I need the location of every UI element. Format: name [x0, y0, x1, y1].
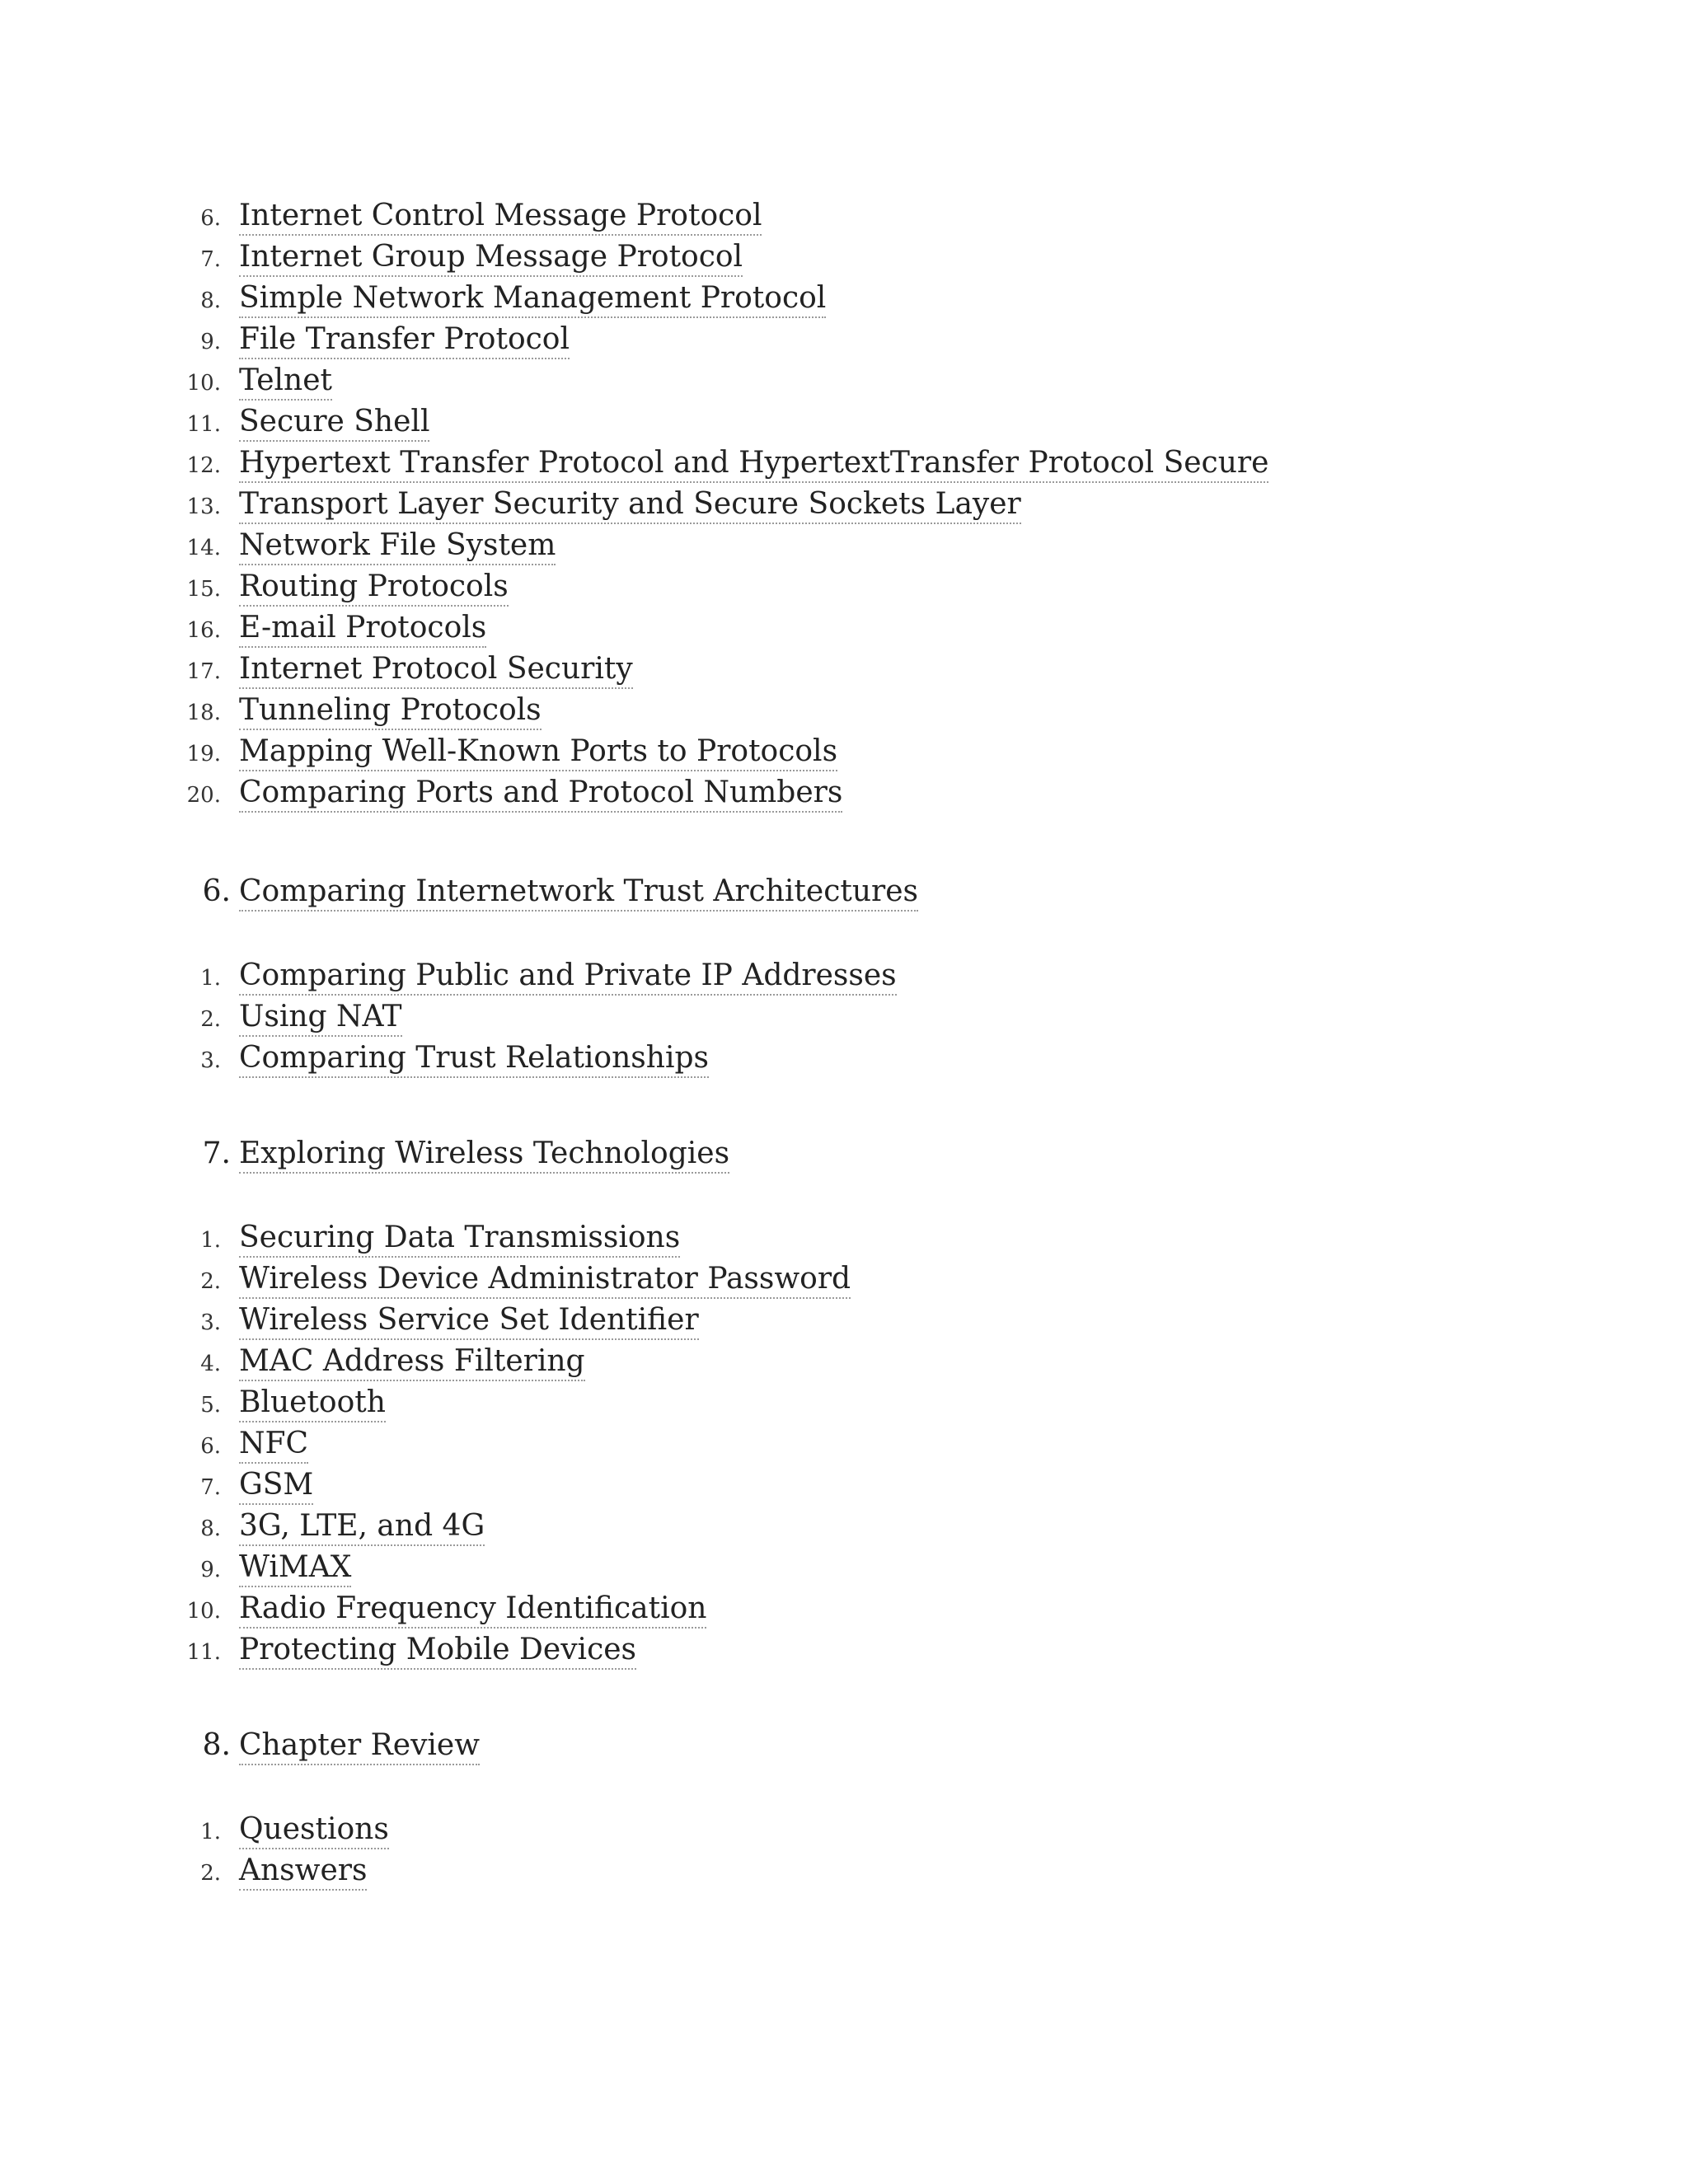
- item-number: 9.: [200, 1558, 221, 1582]
- toc-link-nfs[interactable]: Network File System: [239, 527, 556, 565]
- toc-link-3g-lte-4g[interactable]: 3G, LTE, and 4G: [239, 1508, 485, 1546]
- item-number: 7.: [200, 247, 221, 272]
- item-number: 12.: [186, 453, 221, 478]
- item-number: 2.: [200, 1861, 221, 1886]
- toc-link-ssh[interactable]: Secure Shell: [239, 404, 429, 442]
- item-number: 19.: [186, 742, 221, 766]
- item-number: 17.: [186, 659, 221, 684]
- item-number: 6.: [200, 1434, 221, 1459]
- item-number: 1.: [200, 1228, 221, 1253]
- toc-link-rfid[interactable]: Radio Frequency Identification: [239, 1591, 706, 1629]
- toc-link-using-nat[interactable]: Using NAT: [239, 999, 402, 1037]
- item-number: 8.: [200, 1516, 221, 1541]
- toc-link-igmp[interactable]: Internet Group Message Protocol: [239, 239, 743, 277]
- toc-link-mac-filtering[interactable]: MAC Address Filtering: [239, 1343, 585, 1381]
- item-number: 3.: [200, 1048, 221, 1073]
- item-number: 1.: [200, 1820, 221, 1844]
- item-number: 15.: [186, 577, 221, 602]
- toc-link-routing-protocols[interactable]: Routing Protocols: [239, 569, 509, 607]
- item-number: 8.: [200, 288, 221, 313]
- toc-link-answers[interactable]: Answers: [239, 1853, 367, 1891]
- toc-link-snmp[interactable]: Simple Network Management Protocol: [239, 280, 826, 318]
- item-number: 18.: [186, 701, 221, 725]
- toc-link-telnet[interactable]: Telnet: [239, 363, 332, 401]
- toc-link-securing-data[interactable]: Securing Data Transmissions: [239, 1220, 680, 1258]
- toc-link-trust-relationships[interactable]: Comparing Trust Relationships: [239, 1040, 709, 1078]
- chapter-number: 7.: [202, 1137, 231, 1170]
- item-number: 9.: [200, 330, 221, 354]
- item-number: 13.: [186, 494, 221, 519]
- item-number: 2.: [200, 1007, 221, 1032]
- item-number: 10.: [186, 371, 221, 396]
- item-number: 11.: [186, 412, 221, 437]
- toc-link-http-https[interactable]: Hypertext Transfer Protocol and HypertextTransfer Protocol Secure: [239, 445, 1268, 483]
- toc-link-mapping-ports[interactable]: Mapping Well-Known Ports to Protocols: [239, 733, 837, 771]
- item-number: 5.: [200, 1393, 221, 1418]
- toc-link-public-private-ip[interactable]: Comparing Public and Private IP Addresses: [239, 958, 897, 996]
- toc-link-chapter-review[interactable]: Chapter Review: [239, 1727, 480, 1765]
- item-number: 14.: [186, 536, 221, 560]
- toc-link-ftp[interactable]: File Transfer Protocol: [239, 321, 570, 359]
- toc-link-bluetooth[interactable]: Bluetooth: [239, 1385, 386, 1422]
- item-number: 1.: [200, 966, 221, 991]
- toc-link-email-protocols[interactable]: E-mail Protocols: [239, 610, 486, 648]
- item-number: 16.: [186, 618, 221, 643]
- toc-link-questions[interactable]: Questions: [239, 1811, 389, 1849]
- toc-link-wireless-technologies[interactable]: Exploring Wireless Technologies: [239, 1136, 729, 1174]
- toc-link-icmp[interactable]: Internet Control Message Protocol: [239, 198, 762, 236]
- item-number: 20.: [186, 783, 221, 808]
- item-number: 10.: [186, 1599, 221, 1624]
- toc-link-comparing-ports[interactable]: Comparing Ports and Protocol Numbers: [239, 775, 842, 813]
- toc-link-tls-ssl[interactable]: Transport Layer Security and Secure Sockets Layer: [239, 486, 1021, 524]
- item-number: 11.: [186, 1640, 221, 1665]
- toc-link-trust-architectures[interactable]: Comparing Internetwork Trust Architectures: [239, 874, 918, 912]
- toc-link-tunneling-protocols[interactable]: Tunneling Protocols: [239, 692, 542, 730]
- toc-link-ssid[interactable]: Wireless Service Set Identifier: [239, 1302, 699, 1340]
- item-number: 4.: [200, 1352, 221, 1376]
- toc-link-wimax[interactable]: WiMAX: [239, 1549, 351, 1587]
- item-number: 3.: [200, 1310, 221, 1335]
- chapter-number: 8.: [202, 1728, 231, 1762]
- toc-link-nfc[interactable]: NFC: [239, 1426, 308, 1464]
- item-number: 7.: [200, 1475, 221, 1500]
- toc-link-admin-password[interactable]: Wireless Device Administrator Password: [239, 1261, 851, 1299]
- item-number: 6.: [200, 206, 221, 231]
- toc-link-gsm[interactable]: GSM: [239, 1467, 313, 1505]
- toc-link-mobile-devices[interactable]: Protecting Mobile Devices: [239, 1632, 636, 1670]
- item-number: 2.: [200, 1269, 221, 1294]
- toc-link-ipsec[interactable]: Internet Protocol Security: [239, 651, 633, 689]
- chapter-number: 6.: [202, 874, 231, 908]
